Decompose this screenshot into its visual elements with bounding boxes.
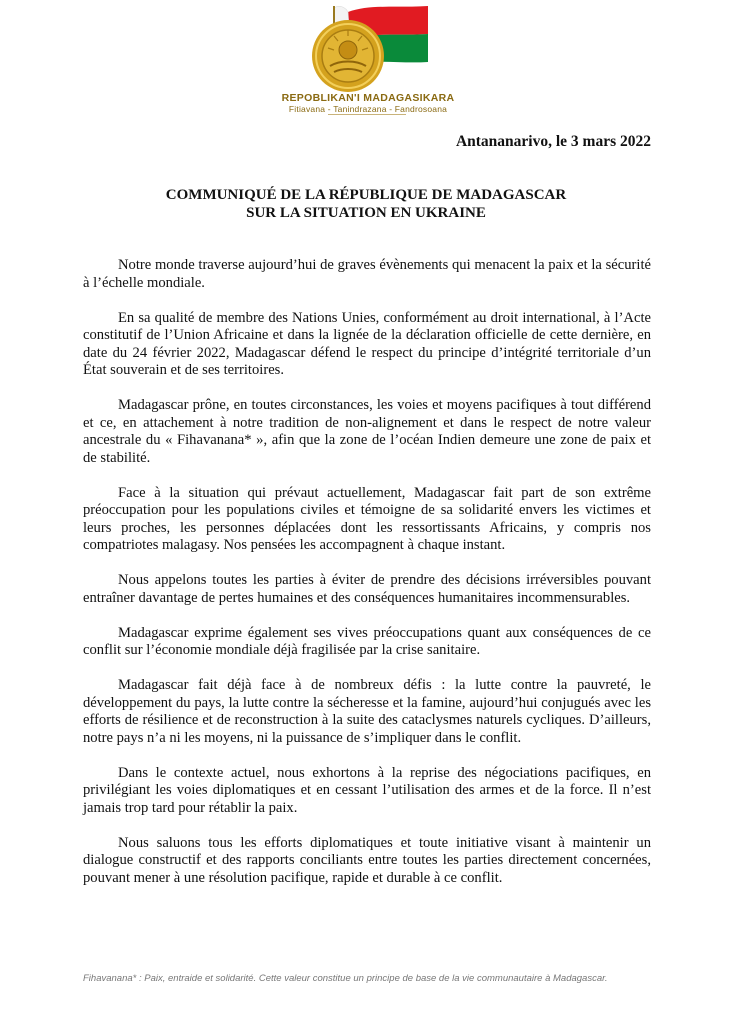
paragraph: Face à la situation qui prévaut actuellement, Madagascar fait part de son extrême préoccupation pour les populations civiles et témoigne de sa solidarité envers les victimes et leurs proches, les personnes déplacées dont les ressortissants Africains, y compris nos compatriotes malagasy. Nos pensées les accompagnent à chaque instant.: [83, 484, 651, 553]
paragraph: Nous saluons tous les efforts diplomatiques et toute initiative visant à maintenir un dialogue constructif et des rapports conciliants entre toutes les parties directement concernées, pouvant mener à une résolution pacifique, rapide et durable à ce conflit.: [83, 834, 651, 886]
document-title: [100, 186, 632, 222]
document-body: [83, 257, 651, 905]
paragraph: Madagascar exprime également ses vives préoccupations quant aux conséquences de ce conflit sur l’économie mondiale déjà fragilisée par la crise sanitaire.: [83, 624, 651, 658]
title-line-2: SUR LA SITUATION EN UKRAINE: [246, 205, 486, 221]
emblem-country-name: REPOBLIKAN'I MADAGASIKARA: [281, 92, 455, 104]
footnote: Fihavanana* : Paix, entraide et solidarité. Cette valeur constitue un principe de base de la vie communautaire à Madagascar.: [83, 973, 608, 984]
paragraph: En sa qualité de membre des Nations Unies, conformément au droit international, à l’Acte constitutif de l’Union Africaine et dans la lignée de la déclaration officielle de cette dernière, en date du 24 février 2022, Madagascar défend le respect du principe d’intégrité territoriale d’un État souverain et de ses territoires.: [83, 309, 651, 378]
header-divider: [328, 114, 406, 115]
seal-icon: [312, 20, 384, 92]
paragraph: Madagascar prône, en toutes circonstances, les voies et moyens pacifiques à tout différend et ce, en attachement à notre tradition de non-alignement et dans le respect de notre valeur ancestrale du « Fihavanana* », afin que la zone de l’océan Indien demeure une zone de paix et de stabilité.: [83, 397, 651, 466]
madagascar-emblem-logo: [300, 0, 430, 96]
place-and-date: Antananarivo, le 3 mars 2022: [455, 133, 651, 150]
paragraph: Nous appelons toutes les parties à éviter de prendre des décisions irréversibles pouvant entraîner davantage de pertes humaines et des conséquences humanitaires incommensurables.: [83, 572, 651, 606]
title-line-1: COMMUNIQUÉ DE LA RÉPUBLIQUE DE MADAGASCAR: [165, 187, 567, 203]
emblem-motto: Fitiavana - Tanindrazana - Fandrosoana: [288, 104, 448, 114]
paragraph: Notre monde traverse aujourd’hui de graves évènements qui menacent la paix et la sécurité à l’échelle mondiale.: [83, 257, 651, 291]
paragraph: Dans le contexte actuel, nous exhortons à la reprise des négociations pacifiques, en privilégiant les voies diplomatiques et en cessant l’utilisation des armes et de la force. Il n’est jamais trop tard pour rétablir la paix.: [83, 764, 651, 816]
paragraph: Madagascar fait déjà face à de nombreux défis : la lutte contre la pauvreté, le développement du pays, la lutte contre la sécheresse et la famine, aujourd’hui conjugués avec les efforts de résilience et de reconstruction à la suite des cataclysmes naturels cycliques. D’ailleurs, notre pays n’a ni les moyens, ni la puissance de s’impliquer dans le conflit.: [83, 677, 651, 746]
